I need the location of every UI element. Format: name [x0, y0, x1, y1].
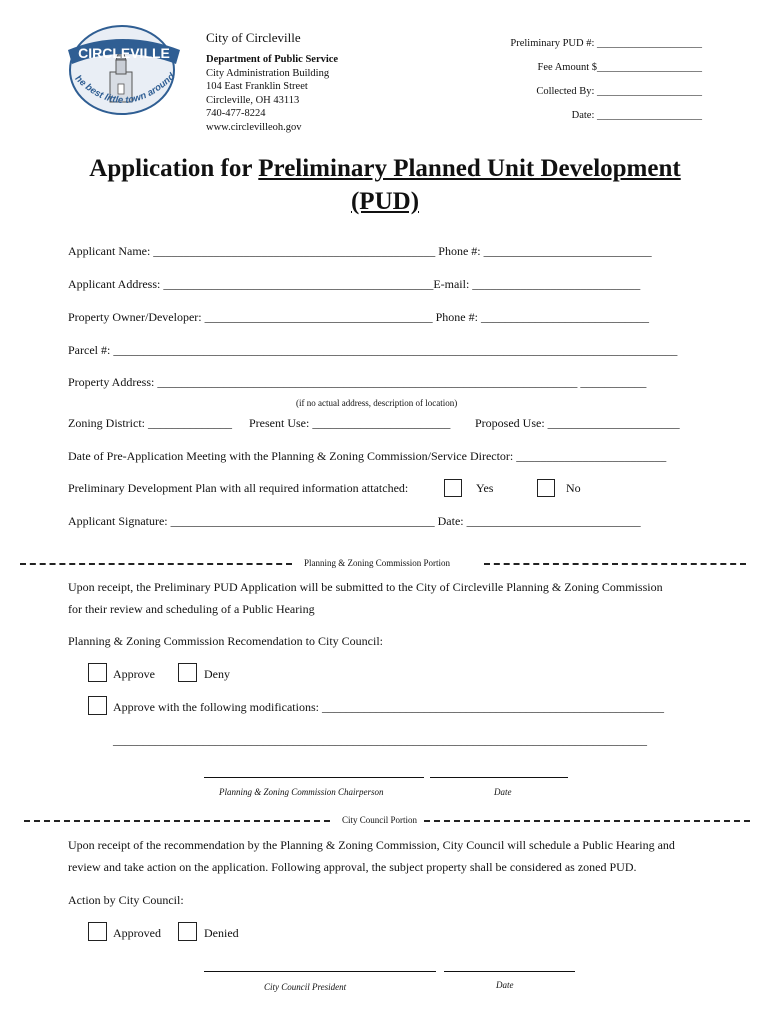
- city-logo: [62, 20, 192, 120]
- plan-yes-label: Yes: [476, 481, 494, 495]
- council-date-line[interactable]: [444, 971, 575, 972]
- plan-attached-label: Preliminary Development Plan with all required information attatched:: [68, 481, 409, 495]
- council-text-line2: review and take action on the application. Following approval, the subject property shall be considered as zoned PUD.: [68, 860, 637, 874]
- plan-yes-checkbox[interactable]: [444, 479, 462, 497]
- council-divider-right: [424, 820, 750, 822]
- title-prefix: Application for: [89, 155, 259, 182]
- pz-date-label: Date: [494, 787, 512, 797]
- pz-approve-mods-field[interactable]: Approve with the following modifications: _________________________________________________________: [113, 700, 664, 714]
- council-president-signature-line[interactable]: [204, 971, 436, 972]
- city-state-zip: Circleville, OH 43113: [206, 95, 300, 106]
- applicant-name-field[interactable]: Applicant Name: _______________________________________________ Phone #: ____________________________: [68, 244, 652, 258]
- city-website[interactable]: www.circlevilleoh.gov: [206, 122, 302, 133]
- applicant-signature-field[interactable]: Applicant Signature: ____________________________________________ Date: _____________________________: [68, 514, 641, 528]
- street-address: 104 East Franklin Street: [206, 81, 308, 92]
- department-name: Department of Public Service: [206, 54, 339, 65]
- proposed-use-field[interactable]: Proposed Use: ______________________: [475, 416, 680, 430]
- pz-approve-label: Approve: [113, 667, 155, 681]
- pz-approve-checkbox[interactable]: [88, 663, 107, 682]
- pud-number-field[interactable]: Preliminary PUD #: ____________________: [510, 38, 702, 49]
- property-address-note: (if no actual address, description of location): [296, 398, 458, 408]
- pz-divider-right: [484, 563, 746, 565]
- page-title: [0, 153, 770, 185]
- city-name: City of Circleville: [206, 30, 301, 45]
- council-divider-left: [24, 820, 330, 822]
- pz-chair-signature-line[interactable]: [204, 777, 424, 778]
- council-approved-checkbox[interactable]: [88, 922, 107, 941]
- logo-graphic: [62, 20, 192, 120]
- applicant-address-field[interactable]: Applicant Address: _____________________________________________E-mail: ____________________________: [68, 277, 641, 291]
- pz-deny-checkbox[interactable]: [178, 663, 197, 682]
- pz-date-line[interactable]: [430, 777, 568, 778]
- page-title-line2: (PUD): [350, 188, 420, 215]
- council-action-label: Action by City Council:: [68, 893, 184, 907]
- fee-amount-field[interactable]: Fee Amount $____________________: [537, 62, 702, 73]
- pz-divider-left: [20, 563, 292, 565]
- property-address-field[interactable]: Property Address: ______________________________________________________________________ ___________: [68, 375, 647, 389]
- property-owner-field[interactable]: Property Owner/Developer: ______________________________________ Phone #: ____________________________: [68, 310, 649, 324]
- council-denied-checkbox[interactable]: [178, 922, 197, 941]
- title-underlined: Preliminary Planned Unit Development: [258, 155, 681, 182]
- plan-no-checkbox[interactable]: [537, 479, 555, 497]
- council-denied-label: Denied: [204, 926, 239, 940]
- pz-chair-label: Planning & Zoning Commission Chairperson: [219, 787, 384, 797]
- pz-text-line1: Upon receipt, the Preliminary PUD Application will be submitted to the City of Circleville Planning & Zoning Commission: [68, 580, 663, 594]
- parcel-field[interactable]: Parcel #: ______________________________________________________________________________________________: [68, 343, 678, 357]
- pre-application-meeting-field[interactable]: Date of Pre-Application Meeting with the Planning & Zoning Commission/Service Director: _________________________: [68, 449, 667, 463]
- pz-recommendation-label: Planning & Zoning Commission Recomendation to City Council:: [68, 634, 383, 648]
- council-divider-label: City Council Portion: [342, 815, 418, 825]
- plan-no-label: No: [566, 481, 581, 495]
- pz-deny-label: Deny: [204, 667, 230, 681]
- present-use-field[interactable]: Present Use: _______________________: [249, 416, 451, 430]
- council-text-line1: Upon receipt of the recommendation by the Planning & Zoning Commission, City Council will schedule a Public Hearing and: [68, 838, 675, 852]
- pz-divider-label: Planning & Zoning Commission Portion: [304, 558, 451, 568]
- city-phone: 740-477-8224: [206, 108, 266, 119]
- pz-mods-line2[interactable]: _________________________________________________________________________________________: [113, 733, 647, 747]
- logo-tagline: he best little town around: [72, 71, 178, 107]
- pz-text-line2: for their review and scheduling of a Public Hearing: [68, 602, 315, 616]
- zoning-district-field[interactable]: Zoning District: ______________: [68, 416, 232, 430]
- council-president-label: City Council President: [264, 982, 347, 992]
- pz-approve-mods-checkbox[interactable]: [88, 696, 107, 715]
- office-date-field[interactable]: Date: ____________________: [571, 110, 702, 121]
- building-name: City Administration Building: [206, 68, 330, 79]
- logo-name: CIRCLEVILLE: [78, 45, 170, 61]
- council-date-label: Date: [496, 980, 514, 990]
- council-approved-label: Approved: [113, 926, 161, 940]
- collected-by-field[interactable]: Collected By: ____________________: [536, 86, 702, 97]
